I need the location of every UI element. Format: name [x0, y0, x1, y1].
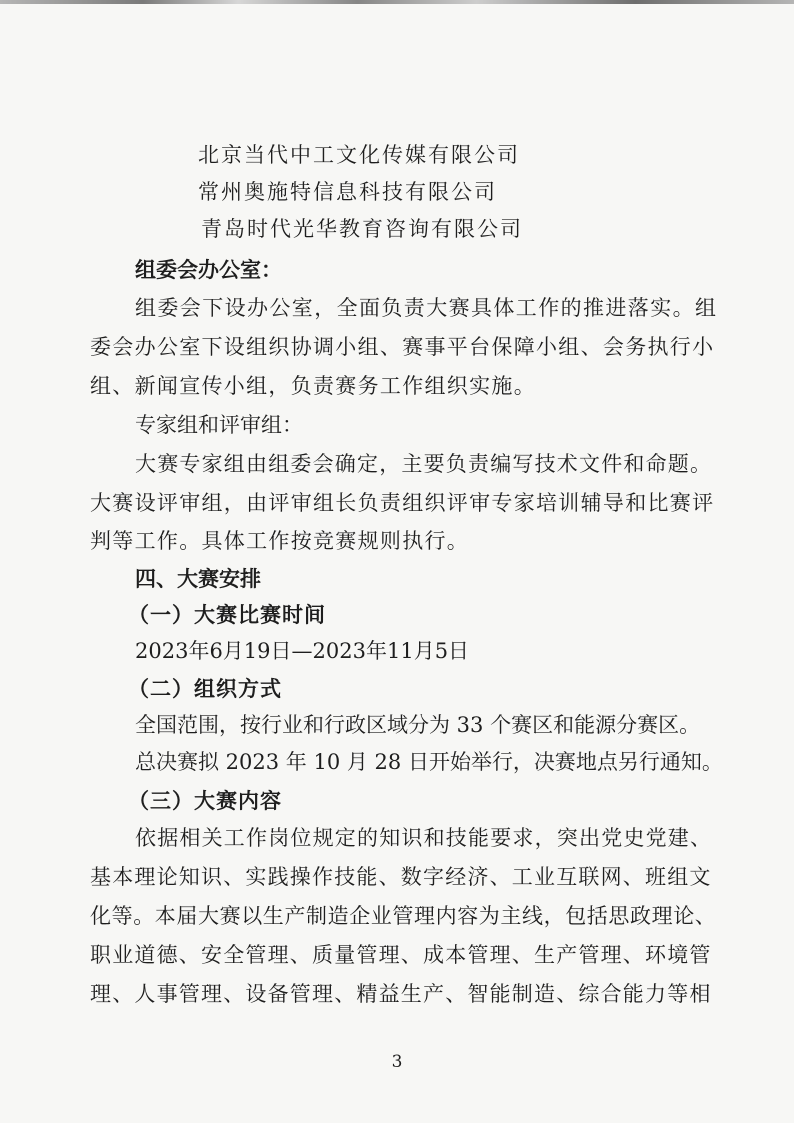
office-heading: 组委会办公室： — [135, 257, 282, 282]
expert-line-1: 大赛专家组由组委会确定，主要负责编写技术文件和命题。 — [135, 452, 713, 476]
office-line-3: 组、新闻宣传小组，负责赛务工作组织实施。 — [90, 374, 536, 398]
method-line-1: 全国范围，按行业和行政区域分为 33 个赛区和能源分赛区。 — [135, 713, 701, 737]
content-line-3: 化等。本届大赛以生产制造企业管理内容为主线，包括思政理论、 — [90, 904, 717, 928]
time-text: 2023年6月19日—2023年11月5日 — [135, 639, 470, 663]
expert-line-2: 大赛设评审组，由评审组长负责组织评审专家培训辅导和比赛评 — [90, 491, 715, 515]
office-line-1: 组委会下设办公室，全面负责大赛具体工作的推进落实。组 — [135, 296, 718, 320]
method-heading: （二）组织方式 — [128, 676, 282, 701]
method-line-2: 总决赛拟 2023 年 10 月 28 日开始举行，决赛地点另行通知。 — [135, 750, 723, 774]
expert-line-3: 判等工作。具体工作按竞赛规则执行。 — [90, 529, 470, 553]
company-line-1: 北京当代中工文化传媒有限公司 — [198, 143, 520, 167]
content-line-2: 基本理论知识、实践操作技能、数字经济、工业互联网、班组文 — [90, 865, 712, 889]
expert-heading: 专家组和评审组： — [135, 413, 303, 437]
content-line-5: 理、人事管理、设备管理、精益生产、智能制造、综合能力等相 — [90, 982, 712, 1006]
content-heading: （三）大赛内容 — [128, 788, 282, 813]
time-heading: （一）大赛比赛时间 — [128, 602, 326, 627]
page-number: 3 — [391, 1052, 403, 1072]
company-line-3: 青岛时代光华教育咨询有限公司 — [201, 217, 523, 241]
content-line-1: 依据相关工作岗位规定的知识和技能要求，突出党史党建、 — [135, 826, 713, 850]
content-line-4: 职业道德、安全管理、质量管理、成本管理、生产管理、环境管 — [90, 943, 712, 967]
company-line-2: 常州奥施特信息科技有限公司 — [198, 180, 497, 204]
section-4-heading: 四、大赛安排 — [135, 566, 261, 591]
office-line-2: 委会办公室下设组织协调小组、赛事平台保障小组、会务执行小 — [90, 335, 715, 359]
